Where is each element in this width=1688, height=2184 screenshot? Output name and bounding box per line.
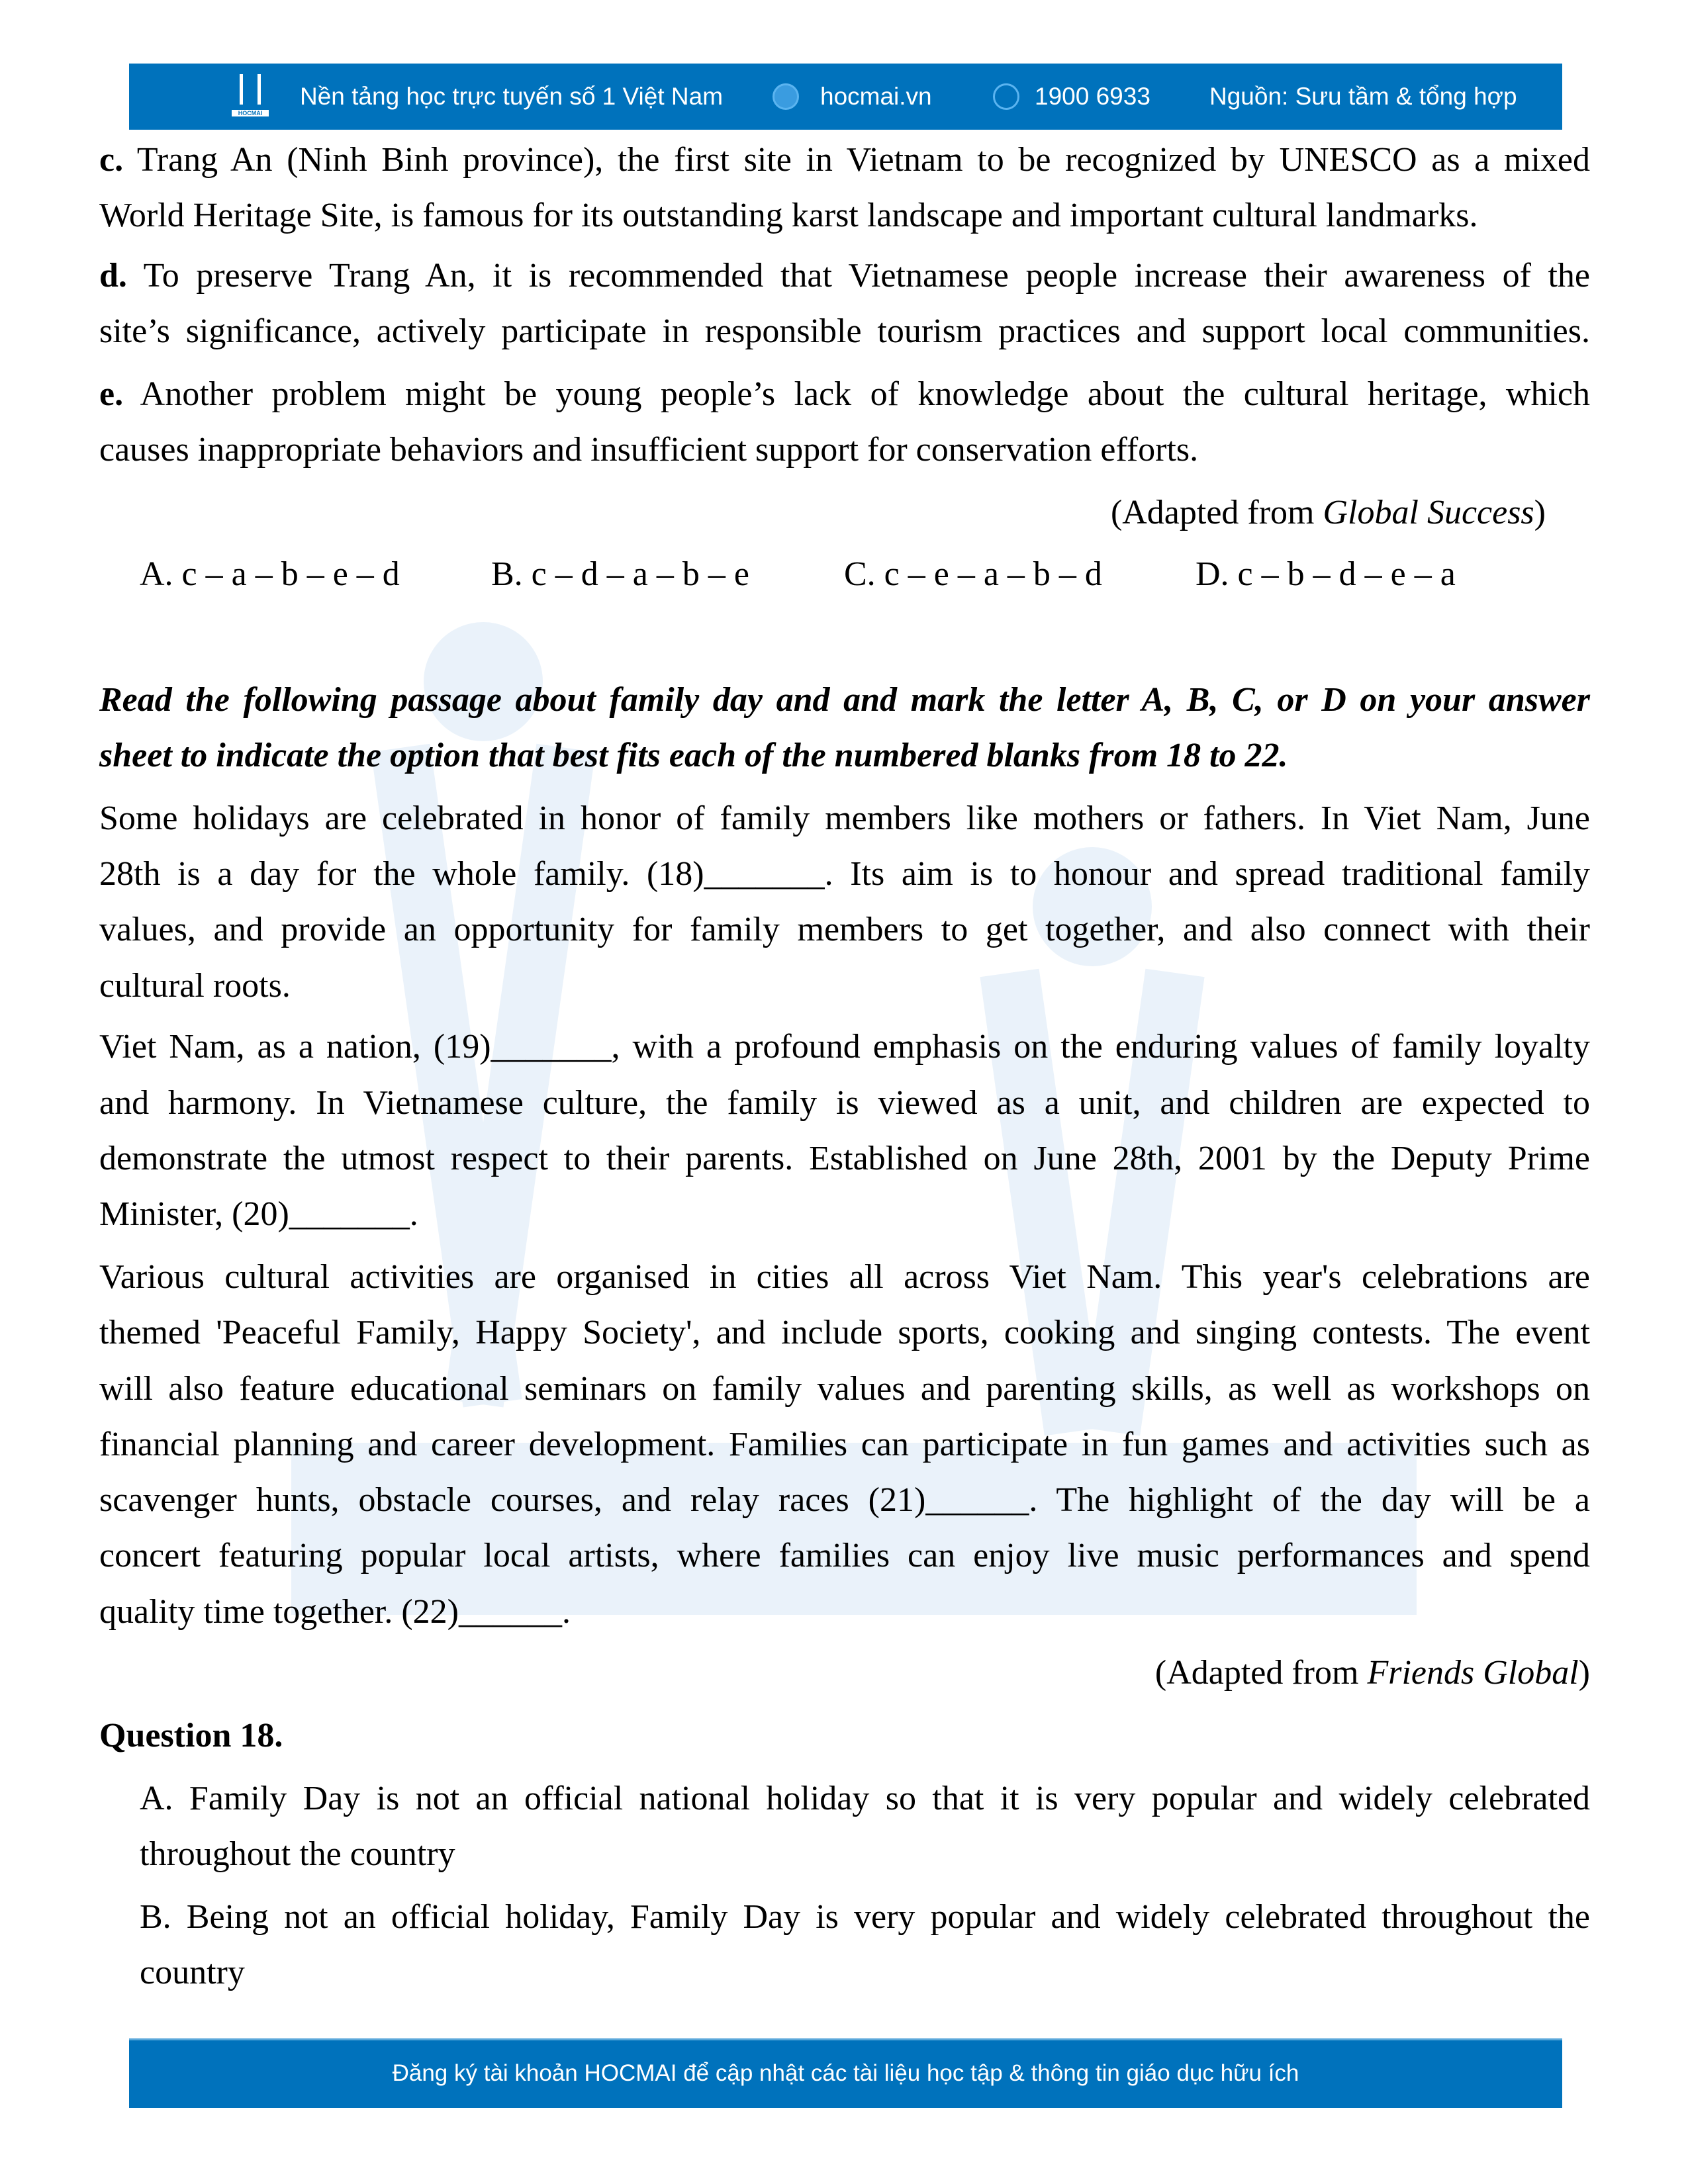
instruction-line-2: sheet to indicate the option that best fits each of the numbered blanks from 18 to 22.	[99, 737, 1288, 774]
option-b[interactable]: B. c – d – a – b – e	[491, 555, 749, 593]
option-d[interactable]: D. c – b – d – e – a	[1196, 555, 1456, 593]
passage-source-citation: (Adapted from Friends Global)	[1154, 1654, 1590, 1692]
item-d-line-1: d. To preserve Trang An, it is recommended that Vietnamese people increase their awareness of the	[99, 257, 1591, 295]
phone-number[interactable]: 1900 6933	[1035, 83, 1150, 110]
phone-icon	[993, 83, 1019, 110]
header-bar	[129, 64, 1562, 130]
passage-p1-line: cultural roots.	[99, 967, 291, 1005]
item-c-line-1: c. Trang An (Ninh Binh province), the first site in Vietnam to be recognized by UNESCO as a mixed	[99, 141, 1591, 179]
passage-p3-line: scavenger hunts, obstacle courses, and relay races (21)______. The highlight of the day will be a	[99, 1481, 1590, 1519]
question-18-title: Question 18.	[99, 1717, 283, 1754]
q18-option-a-line-1[interactable]: A. Family Day is not an official national holiday so that it is very popular and widely celebrated	[140, 1780, 1590, 1817]
hocmai-logo-icon: HOCMAI	[237, 71, 263, 123]
passage-p2-line: Viet Nam, as a nation, (19)_______, with a profound emphasis on the enduring values of family loyalty	[99, 1028, 1590, 1066]
source-note: Nguồn: Sưu tầm & tổng hợp	[1209, 83, 1517, 110]
passage-p2-line: demonstrate the utmost respect to their parents. Established on June 28th, 2001 by the Deputy Prime	[99, 1140, 1590, 1177]
q18-option-a-line-2[interactable]: throughout the country	[140, 1835, 455, 1873]
footer-bar[interactable]	[129, 2038, 1562, 2108]
item-e-line-1: e. Another problem might be young people’s lack of knowledge about the cultural heritage, which	[99, 375, 1591, 413]
header-tagline: Nền tảng học trực tuyến số 1 Việt Nam	[300, 83, 724, 110]
passage-p3-line: concert featuring popular local artists, where families can enjoy live music performances and spend	[99, 1537, 1590, 1574]
q18-option-b-line-1[interactable]: B. Being not an official holiday, Family Day is very popular and widely celebrated throughout the	[140, 1898, 1590, 1936]
source-citation: (Adapted from Global Success)	[1110, 494, 1546, 531]
instruction-line-1: Read the following passage about family day and and mark the letter A, B, C, or D on your answer	[99, 681, 1590, 719]
passage-p3-line: quality time together. (22)______.	[99, 1593, 571, 1631]
passage-p3-line: Various cultural activities are organised in cities all across Viet Nam. This year's celebrations are	[99, 1258, 1590, 1296]
footer-text: Đăng ký tài khoản HOCMAI để cập nhật các tài liệu học tập & thông tin giáo dục hữu ích	[392, 2060, 1299, 2086]
passage-p3-line: financial planning and career development. Families can participate in fun games and activities such as	[99, 1426, 1590, 1463]
item-d-line-2: site’s significance, actively participate in responsible tourism practices and support local communities.	[99, 312, 1590, 350]
globe-icon	[773, 83, 799, 110]
option-c[interactable]: C. c – e – a – b – d	[844, 555, 1102, 593]
passage-p2-line: and harmony. In Vietnamese culture, the family is viewed as a unit, and children are expected to	[99, 1084, 1590, 1122]
passage-p1-line: Some holidays are celebrated in honor of family members like mothers or fathers. In Viet Nam, June	[99, 799, 1590, 837]
passage-p3-line: themed 'Peaceful Family, Happy Society', and include sports, cooking and singing contests. The event	[99, 1314, 1590, 1351]
passage-p3-line: will also feature educational seminars on family values and parenting skills, as well as workshops on	[99, 1370, 1590, 1408]
item-e-line-2: causes inappropriate behaviors and insufficient support for conservation efforts.	[99, 431, 1199, 469]
option-a[interactable]: A. c – a – b – e – d	[140, 555, 400, 593]
item-c-line-2: World Heritage Site, is famous for its outstanding karst landscape and important cultural landmarks.	[99, 197, 1478, 234]
passage-p1-line: values, and provide an opportunity for family members to get together, and also connect with their	[99, 911, 1590, 948]
passage-p2-line: Minister, (20)_______.	[99, 1195, 418, 1233]
website-link[interactable]: hocmai.vn	[820, 83, 932, 110]
passage-p1-line: 28th is a day for the whole family. (18)_______. Its aim is to honour and spread traditional family	[99, 855, 1590, 893]
q18-option-b-line-2[interactable]: country	[140, 1954, 245, 1991]
